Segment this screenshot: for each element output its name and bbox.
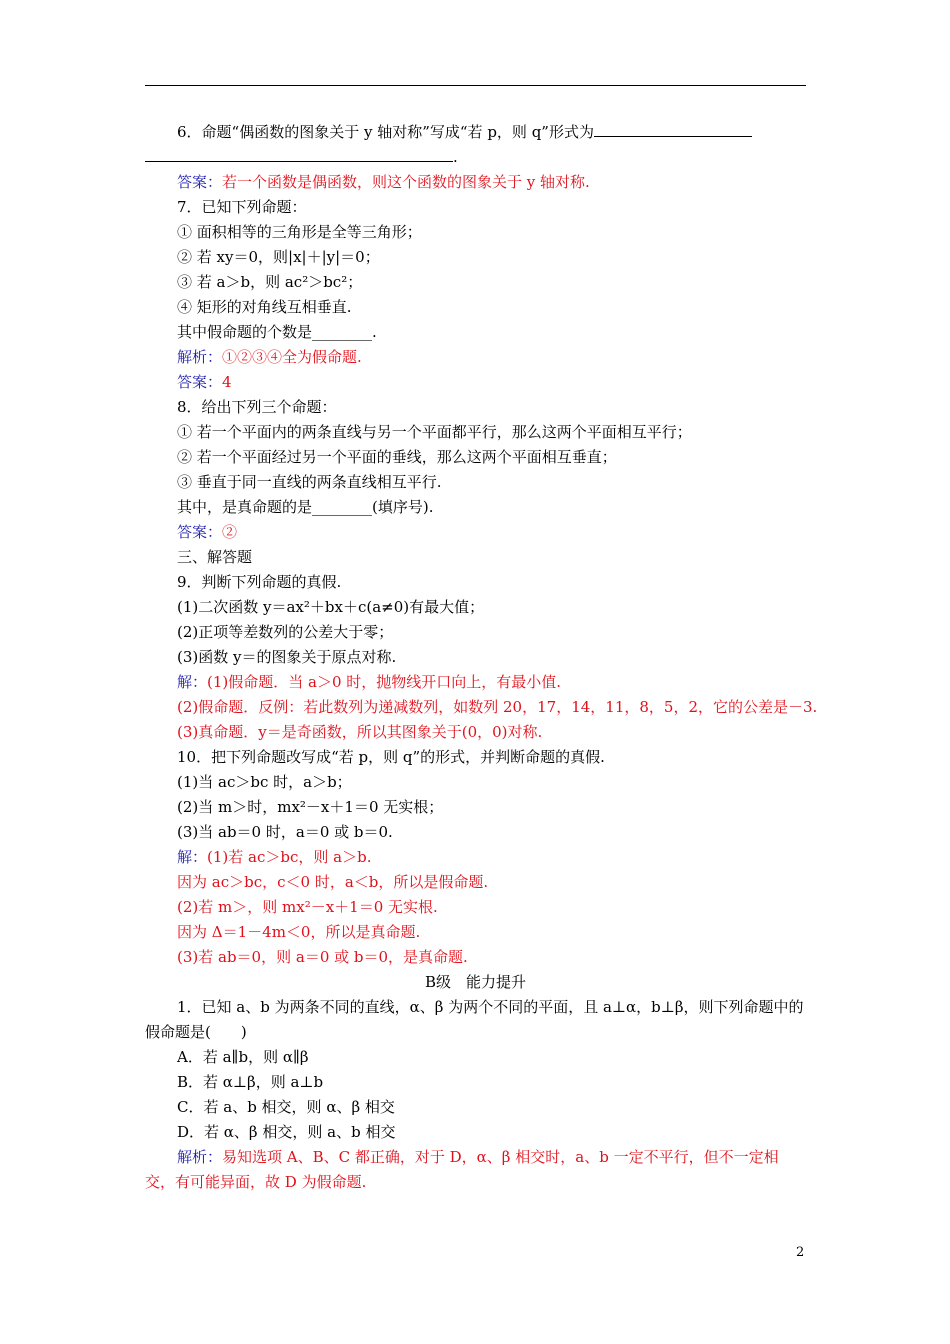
q7-item: ③ 若 a＞b，则 ac²＞bc²； <box>177 273 363 291</box>
header-rule <box>145 85 806 86</box>
q6-text: 6．命题“偶函数的图象关于 y 轴对称”写成“若 p，则 q”形式为 <box>145 120 806 145</box>
q7-analysis: 解析：①②③④全为假命题. <box>177 348 362 366</box>
q8-answer: 答案：② <box>177 523 238 541</box>
q6-blank-2 <box>145 145 453 162</box>
q9-item: (3)函数 y＝的图象关于原点对称. <box>177 648 397 666</box>
q9-item: (2)正项等差数列的公差大于零； <box>177 623 394 641</box>
q10-solution: 因为 ac＞bc，c＜0 时，a＜b，所以是假命题. <box>177 873 489 891</box>
q10-item: (3)当 ab＝0 时，a＝0 或 b＝0. <box>177 823 393 841</box>
q7-answer: 答案：4 <box>177 373 232 391</box>
q10-solution: (3)若 ab＝0，则 a＝0 或 b＝0，是真命题. <box>177 948 468 966</box>
level-b-heading: B级 能力提升 <box>424 973 527 991</box>
q8-item: ② 若一个平面经过另一个平面的垂线，那么这两个平面相互垂直； <box>177 448 617 466</box>
q6-blank <box>594 120 752 137</box>
q10-item: (1)当 ac＞bc 时，a＞b； <box>177 773 352 791</box>
q10-solution: 因为 Δ＝1－4m＜0，所以是真命题. <box>177 923 421 941</box>
q10-item: (2)当 m＞时，mx²－x＋1＝0 无实根； <box>177 798 444 816</box>
document-body <box>145 120 818 1195</box>
q8-item: ① 若一个平面内的两条直线与另一个平面都平行，那么这两个平面相互平行； <box>177 423 692 441</box>
q8-item: ③ 垂直于同一直线的两条直线相互平行. <box>177 473 442 491</box>
page-number: 2 <box>796 1245 805 1260</box>
q9-item: (1)二次函数 y＝ax²＋bx＋c(a≠0)有最大值； <box>177 598 485 616</box>
q10-solution: 解：(1)若 ac＞bc，则 a＞b. <box>177 848 372 866</box>
b1-option: C．若 a、b 相交，则 α、β 相交 <box>177 1098 395 1116</box>
b1-option: B．若 α⊥β，则 a⊥b <box>177 1073 324 1091</box>
b1-stem: 1．已知 a、b 为两条不同的直线，α、β 为两个不同的平面，且 a⊥α，b⊥β，则下列命题中的假命题是( ) <box>145 998 804 1041</box>
q7-question: 其中假命题的个数是________. <box>177 323 377 341</box>
q7-stem: 7．已知下列命题： <box>177 198 307 216</box>
b1-option: A．若 a∥b，则 α∥β <box>177 1048 309 1066</box>
q6-answer: 答案：若一个函数是偶函数，则这个函数的图象关于 y 轴对称. <box>177 173 590 191</box>
q7-item: ② 若 xy＝0，则|x|＋|y|＝0； <box>177 248 380 266</box>
q6-continuation: . <box>145 145 806 170</box>
q9-solution: (3)真命题．y＝是奇函数，所以其图象关于(0，0)对称. <box>177 723 543 741</box>
q9-solution: (2)假命题．反例：若此数列为递减数列，如数列 20，17，14，11，8，5，2，它的公差是－3. <box>177 698 818 716</box>
b1-option: D．若 α、β 相交，则 a、b 相交 <box>177 1123 396 1141</box>
b1-analysis: 解析：易知选项 A、B、C 都正确，对于 D，α、β 相交时，a、b 一定不平行，但不一定相交，有可能异面，故 D 为假命题. <box>145 1148 779 1191</box>
q8-stem: 8．给出下列三个命题： <box>177 398 337 416</box>
section-heading: 三、解答题 <box>177 548 253 566</box>
q8-question: 其中，是真命题的是________(填序号). <box>177 498 434 516</box>
q10-solution: (2)若 m＞，则 mx²－x＋1＝0 无实根. <box>177 898 438 916</box>
q7-item: ④ 矩形的对角线互相垂直. <box>177 298 352 316</box>
q10-stem: 10．把下列命题改写成“若 p，则 q”的形式，并判断命题的真假. <box>177 748 605 766</box>
q9-solution: 解：(1)假命题．当 a＞0 时，抛物线开口向上，有最小值. <box>177 673 562 691</box>
q9-stem: 9．判断下列命题的真假. <box>177 573 342 591</box>
q7-item: ① 面积相等的三角形是全等三角形； <box>177 223 422 241</box>
